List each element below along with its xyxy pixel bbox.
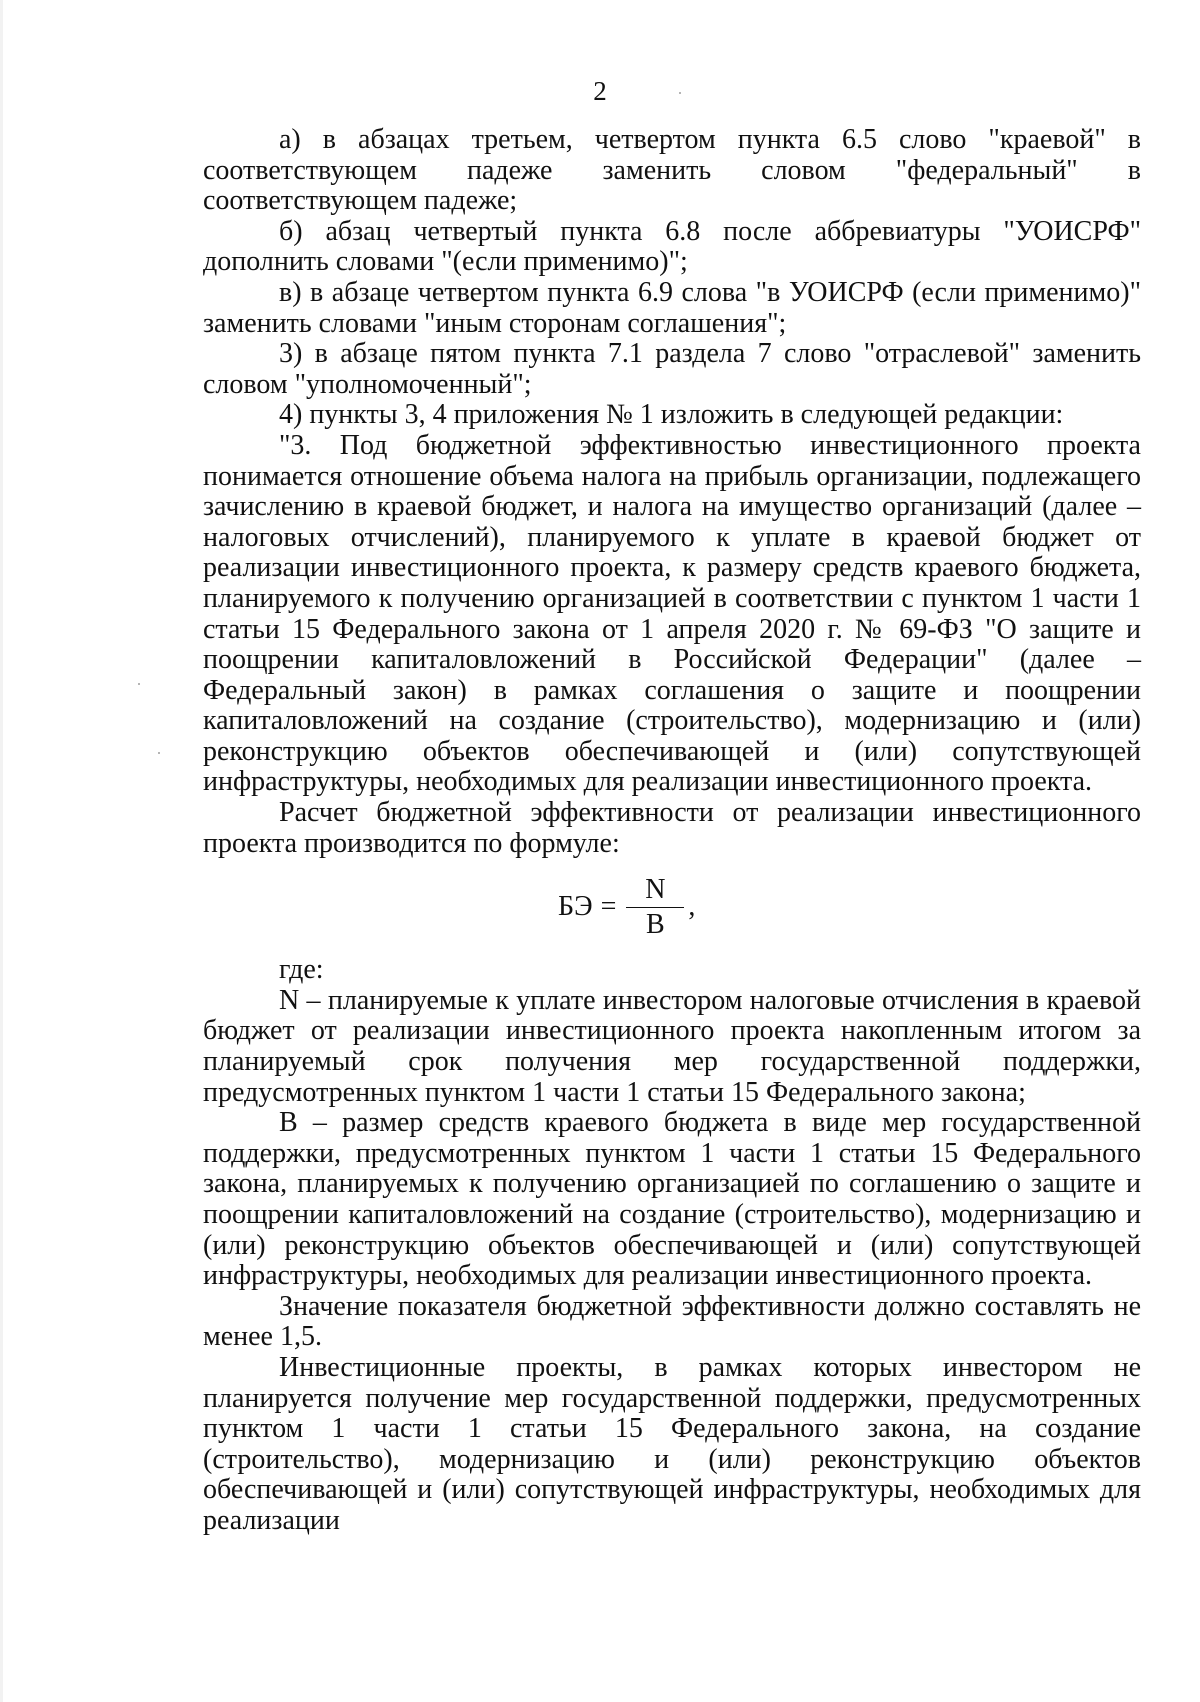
formula-trailing-comma: , xyxy=(688,891,696,923)
formula-numerator: N xyxy=(645,873,666,905)
paragraph-where: где: xyxy=(279,954,324,986)
paragraph-amendment-3: 3) в абзаце пятом пункта 7.1 раздела 7 слово "отраслевой" заменить словом "уполномоченный"; xyxy=(203,338,1141,400)
paragraph-definition-b: B – размер средств краевого бюджета в виде мер государственной поддержки, предусмотренных пунктом 1 части 1 статьи 15 Федерального закона, планируемых к получению организацией по соглашению о защите и поощрении капиталовложений на создание (строительство), модернизацию и (или) реконструкцию объектов обеспечивающей и (или) сопутствующей инфраструктуры, необходимых для реализации инвестиционного проекта. xyxy=(203,1107,1141,1292)
paragraph-amendment-4: 4) пункты 3, 4 приложения № 1 изложить в следующей редакции: xyxy=(279,399,1064,431)
scan-speck xyxy=(679,92,681,94)
paragraph-threshold: Значение показателя бюджетной эффективности должно составлять не менее 1,5. xyxy=(203,1290,1141,1353)
paragraph-projects-without-support: Инвестиционные проекты, в рамках которых инвестором не планируется получение мер государственной поддержки, предусмотренных пунктом 1 части 1 статьи 15 Федерального закона, на создание (строительство), модернизацию и (или) реконструкцию объектов обеспечивающей и (или) сопутствующей инфраструктуры, необходимых для реализации xyxy=(203,1351,1141,1536)
scan-speck xyxy=(138,683,140,685)
paragraph-amendment-b: б) абзац четвертый пункта 6.8 после аббревиатуры "УОИСРФ" дополнить словами "(если применимо)"; xyxy=(203,215,1141,278)
formula-fraction xyxy=(626,875,684,940)
paragraph-amendment-v: в) в абзаце четвертом пункта 6.9 слова "в УОИСРФ (если применимо)" заменить словами "иным сторонам соглашения"; xyxy=(203,276,1141,339)
paragraph-formula-intro: Расчет бюджетной эффективности от реализации инвестиционного проекта производится по формуле: xyxy=(203,797,1141,859)
formula-lhs: БЭ xyxy=(558,891,593,923)
scan-edge-shadow xyxy=(0,0,3,1702)
scan-speck xyxy=(158,752,160,754)
paragraph-budget-efficiency-definition: "3. Под бюджетной эффективностью инвестиционного проекта понимается отношение объема налога на прибыль организации, подлежащего зачислению в краевой бюджет, и налога на имущество организаций (далее – налоговых отчислений), планируемого к уплате в краевой бюджет от реализации инвестиционного проекта, к размеру средств краевого бюджета, планируемого к получению организацией в соответствии с пунктом 1 части 1 статьи 15 Федерального закона от 1 апреля 2020 г. № 69-ФЗ "О защите и поощрении капиталовложений в Российской Федерации" (далее – Федеральный закон) в рамках соглашения о защите и поощрении капиталовложений на создание (строительство), модернизацию и (или) реконструкцию объектов обеспечивающей и (или) сопутствующей инфраструктуры, необходимых для реализации инвестиционного проекта. xyxy=(203,429,1141,798)
formula-equals: = xyxy=(600,891,617,923)
budget-efficiency-formula xyxy=(558,875,695,939)
paragraph-definition-n: N – планируемые к уплате инвестором налоговые отчисления в краевой бюджет от реализации инвестиционного проекта накопленным итогом за планируемый срок получения мер государственной поддержки, предусмотренных пунктом 1 части 1 статьи 15 Федерального закона; xyxy=(203,984,1141,1108)
paragraph-amendment-a: а) в абзацах третьем, четвертом пункта 6.5 слово "краевой" в соответствующем падеже заменить словом "федеральный" в соответствующем падеже; xyxy=(203,124,1141,217)
page-number: 2 xyxy=(593,76,607,106)
formula-block xyxy=(203,859,1141,955)
formula-denominator: B xyxy=(646,908,665,940)
document-body xyxy=(203,125,1141,1537)
